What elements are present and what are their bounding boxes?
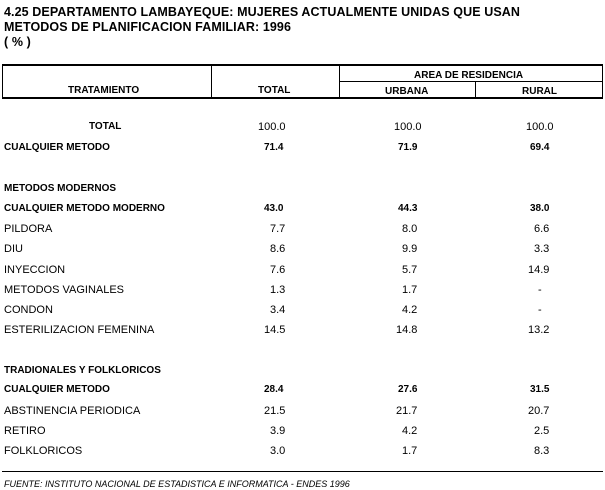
section-metodos-modernos: METODOS MODERNOS [4,183,117,194]
cell-total: 8.6 [270,243,286,255]
table-row-condon [0,304,605,320]
cell-rural: 31.5 [530,384,550,395]
table-row-cualquier-metodo-moderno [0,203,605,219]
table-row-folkloricos [0,445,605,461]
cell-total: 3.0 [270,445,286,457]
header-left-rule [2,64,3,99]
cell-rural: 14.9 [528,264,550,276]
col-header-group: AREA DE RESIDENCIA [414,70,524,81]
cell-rural: 6.6 [534,223,550,235]
row-label: INYECCION [4,264,66,276]
header-top-rule [2,64,603,66]
row-label: ESTERILIZACION FEMENINA [4,324,155,336]
row-label: PILDORA [4,223,53,235]
cell-urbana: 100.0 [394,121,422,133]
cell-total: 71.4 [264,142,284,153]
cell-rural: 69.4 [530,142,550,153]
cell-urbana: 27.6 [398,384,418,395]
row-label: CUALQUIER METODO MODERNO [4,203,165,214]
cell-total: 28.4 [264,384,284,395]
cell-total: 7.6 [270,264,286,276]
cell-rural: 100.0 [526,121,554,133]
cell-urbana: 5.7 [402,264,418,276]
table-row-pildora [0,223,605,239]
cell-rural: 8.3 [534,445,550,457]
footer-rule [2,471,603,472]
row-label: CUALQUIER METODO [4,384,110,395]
table-row-total [0,121,605,137]
cell-total: 7.7 [270,223,286,235]
header-bottom-rule [2,97,603,99]
cell-urbana: 44.3 [398,203,418,214]
col-header-total: TOTAL [258,85,291,96]
cell-rural: 13.2 [528,324,550,336]
cell-total: 1.3 [270,284,286,296]
col-header-rural: RURAL [522,86,557,97]
table-row-trad-cualquier-metodo [0,384,605,400]
cell-urbana: 1.7 [402,284,418,296]
cell-rural: 2.5 [534,425,550,437]
cell-total: 14.5 [264,324,286,336]
row-label: METODOS VAGINALES [4,284,125,296]
table-row-esterilizacion-femenina [0,324,605,340]
col-header-urbana: URBANA [385,86,429,97]
row-label: CONDON [4,304,53,316]
cell-urbana: 8.0 [402,223,418,235]
cell-rural: - [538,304,542,316]
cell-urbana: 71.9 [398,142,418,153]
cell-urbana: 21.7 [396,405,418,417]
header-divider-1 [211,64,212,99]
row-label: FOLKLORICOS [4,445,83,457]
cell-rural: 3.3 [534,243,550,255]
table-row-retiro [0,425,605,441]
cell-total: 21.5 [264,405,286,417]
cell-rural: 20.7 [528,405,550,417]
cell-rural: 38.0 [530,203,550,214]
table-row-cualquier-metodo [0,142,605,158]
cell-urbana: 4.2 [402,304,418,316]
cell-urbana: 9.9 [402,243,418,255]
section-tradicionales: TRADIONALES Y FOLKLORICOS [4,365,161,376]
cell-urbana: 14.8 [396,324,418,336]
cell-total: 3.9 [270,425,286,437]
table-row-diu [0,243,605,259]
row-label: DIU [4,243,23,255]
table-row-inyeccion [0,264,605,280]
cell-rural: - [538,284,542,296]
table-title [4,5,520,50]
source-footnote: FUENTE: INSTITUTO NACIONAL DE ESTADISTICA E INFORMATICA - ENDES 1996 [4,479,350,489]
cell-total: 3.4 [270,304,286,316]
cell-total: 43.0 [264,203,284,214]
header-divider-3 [475,82,476,99]
col-header-tratamiento: TRATAMIENTO [68,85,140,96]
row-label: RETIRO [4,425,46,437]
row-label: TOTAL [89,121,122,132]
row-label: ABSTINENCIA PERIODICA [4,405,141,417]
table-row-metodos-vaginales [0,284,605,300]
table-row-abstinencia-periodica [0,405,605,421]
title-line-3: ( % ) [4,35,31,49]
title-line-1: 4.25 DEPARTAMENTO LAMBAYEQUE: MUJERES ACTUALMENTE UNIDAS QUE USAN [4,5,521,19]
title-line-2: METODOS DE PLANIFICACION FAMILIAR: 1996 [4,20,292,34]
row-label: CUALQUIER METODO [4,142,110,153]
cell-total: 100.0 [258,121,286,133]
cell-urbana: 1.7 [402,445,418,457]
header-group-rule [339,81,603,82]
cell-urbana: 4.2 [402,425,418,437]
